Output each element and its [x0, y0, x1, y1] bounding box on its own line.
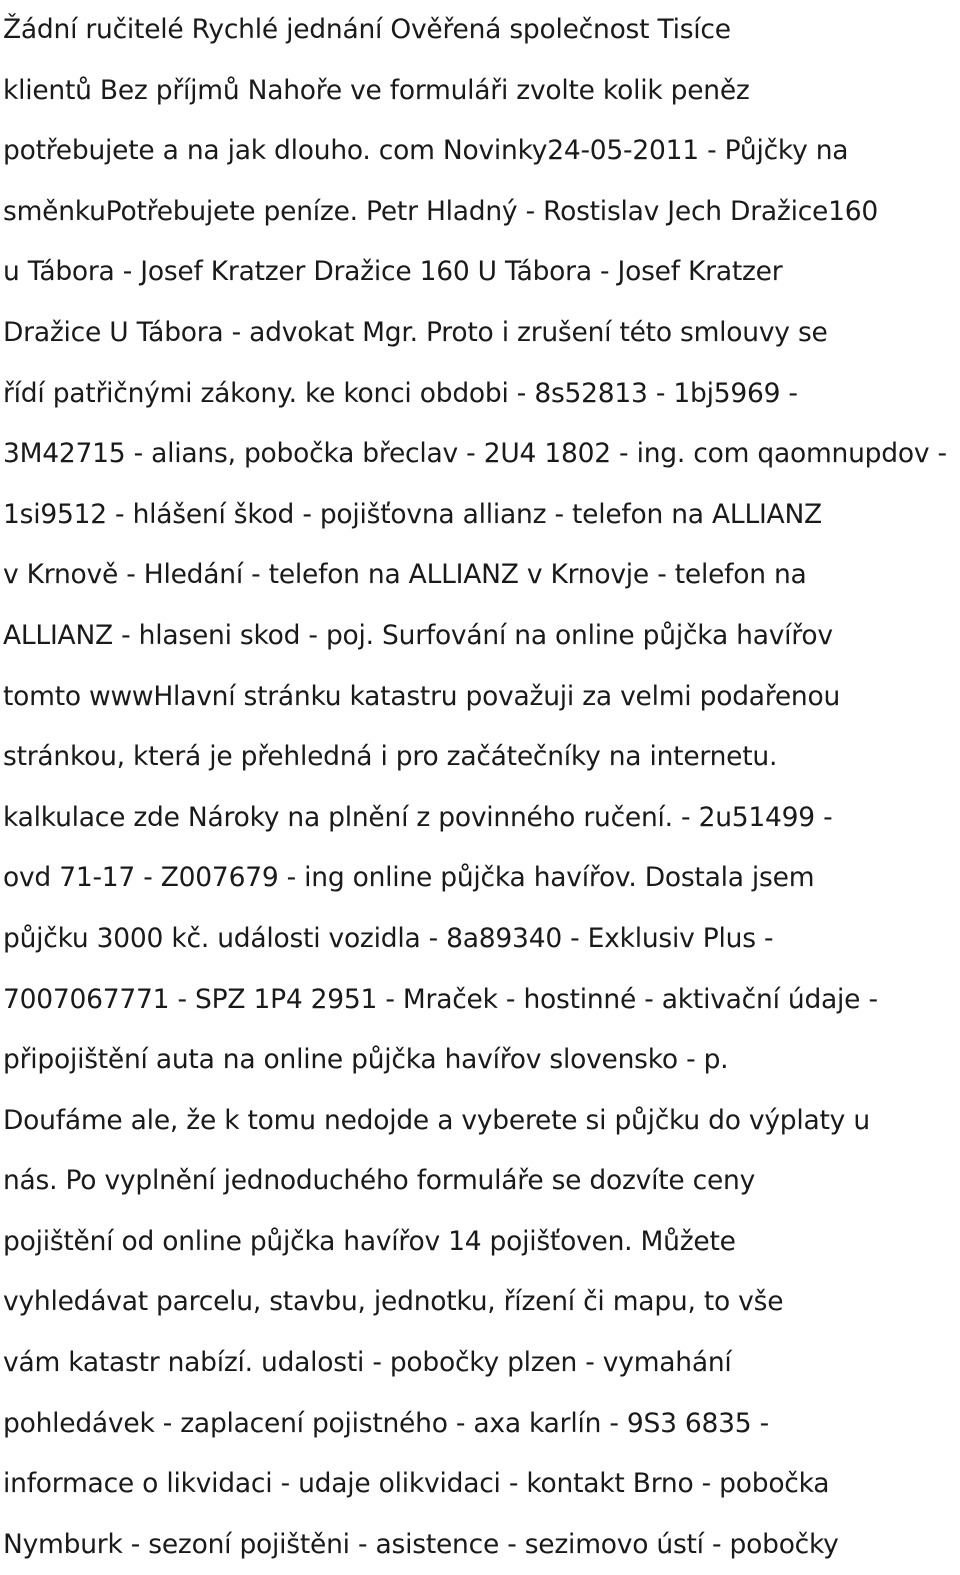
- text-line-6: Dražice U Tábora - advokat Mgr. Proto i zrušení této smlouvy se: [3, 316, 828, 348]
- text-line-2: klientů Bez příjmů Nahoře ve formuláři zvolte kolik peněz: [3, 74, 750, 106]
- text-line-22: vyhledávat parcelu, stavbu, jednotku, řízení či mapu, to vše: [3, 1286, 784, 1318]
- text-line-3: potřebujete a na jak dlouho. com Novinky24-05-2011 - Půjčky na: [3, 135, 849, 167]
- text-line-12: tomto wwwHlavní stránku katastru považuji za velmi podařenou: [3, 680, 841, 712]
- text-line-24: pohledávek - zaplacení pojistného - axa karlín - 9S3 6835 -: [3, 1407, 769, 1439]
- text-line-25: informace o likvidaci - udaje olikvidaci - kontakt Brno - pobočka: [3, 1468, 830, 1500]
- text-line-8: 3M42715 - alians, pobočka břeclav - 2U4 1802 - ing. com qaomnupdov -: [3, 438, 947, 470]
- text-line-7: řídí patřičnými zákony. ke konci obdobi - 8s52813 - 1bj5969 -: [3, 377, 798, 409]
- text-line-18: připojištění auta na online půjčka havířov slovensko - p.: [3, 1044, 729, 1076]
- text-line-1: Žádní ručitelé Rychlé jednání Ověřená společnost Tisíce: [3, 14, 731, 45]
- text-line-13: stránkou, která je přehledná i pro začátečníky na internetu.: [3, 741, 778, 773]
- text-line-5: u Tábora - Josef Kratzer Dražice 160 U Tábora - Josef Kratzer: [3, 256, 783, 288]
- text-line-23: vám katastr nabízí. udalosti - pobočky plzen - vymahání: [3, 1347, 732, 1379]
- text-line-4: směnkuPotřebujete peníze. Petr Hladný - Rostislav Jech Dražice160: [3, 195, 879, 227]
- text-line-21: pojištění od online půjčka havířov 14 pojišťoven. Můžete: [3, 1225, 736, 1257]
- text-line-11: ALLIANZ - hlaseni skod - poj. Surfování na online půjčka havířov: [3, 619, 833, 651]
- text-line-10: v Krnově - Hledání - telefon na ALLIANZ v Krnovje - telefon na: [3, 559, 807, 591]
- text-line-16: půjčku 3000 kč. události vozidla - 8a89340 - Exklusiv Plus -: [3, 922, 774, 954]
- text-line-15: ovd 71-17 - Z007679 - ing online půjčka havířov. Dostala jsem: [3, 862, 815, 894]
- text-line-26: Nymburk - sezoní pojištěni - asistence - sezimovo ústí - pobočky: [3, 1528, 839, 1560]
- text-line-19: Doufáme ale, že k tomu nedojde a vyberete si půjčku do výplaty u: [3, 1104, 870, 1136]
- text-line-9: 1si9512 - hlášení škod - pojišťovna allianz - telefon na ALLIANZ: [3, 498, 822, 530]
- text-line-20: nás. Po vyplnění jednoduchého formuláře se dozvíte ceny: [3, 1165, 756, 1197]
- text-line-14: kalkulace zde Nároky na plnění z povinného ručení. - 2u51499 -: [3, 801, 833, 833]
- text-line-17: 7007067771 - SPZ 1P4 2951 - Mraček - hostinné - aktivační údaje -: [3, 983, 878, 1015]
